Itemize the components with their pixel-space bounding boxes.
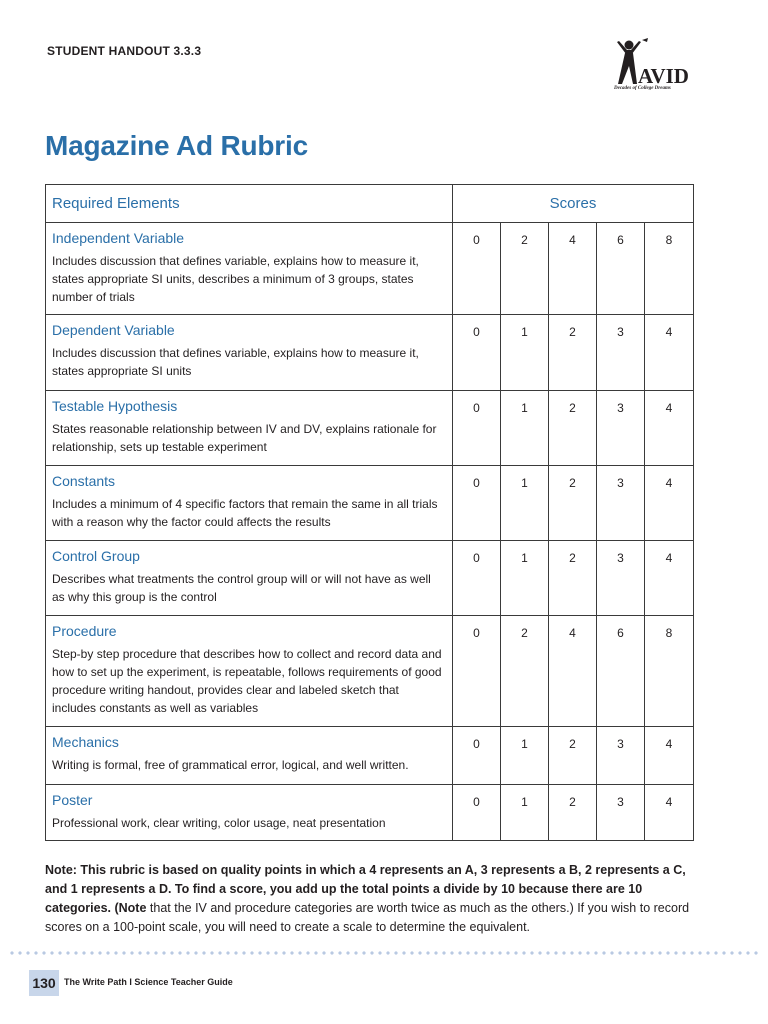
element-description: [52, 645, 446, 717]
element-description: [52, 814, 446, 832]
element-name: Testable Hypothesis: [52, 398, 178, 414]
score-cell: 2: [501, 616, 549, 727]
rubric-row: [46, 785, 694, 841]
rubric-header-row: [46, 185, 694, 223]
score-cell: 4: [645, 466, 694, 541]
description-segment: Includes a minimum of 4 specific factors that remain the same in all trials with a reason why the factor could affects the results: [52, 497, 438, 529]
element-cell: [46, 727, 453, 785]
score-cell: 1: [501, 785, 549, 841]
description-segment: Includes discussion that defines variable, explains how to measure it, states appropriate SI units: [52, 346, 419, 378]
score-cell: 1: [501, 391, 549, 466]
score-cell: 2: [549, 391, 597, 466]
element-description: [52, 495, 446, 531]
page-number: 130: [29, 970, 59, 996]
note-bold-text: This rubric is based on quality points in which a 4 represents an A, 3 represents a B, 2 represents a C, and 1 represents a D. To find a score, you add up the total points a divide by 10 because there are 10 categories. (Note: [45, 863, 686, 915]
score-cell: 4: [645, 315, 694, 391]
element-name: Dependent Variable: [52, 322, 175, 338]
score-cell: 0: [453, 616, 501, 727]
score-cell: 3: [597, 727, 645, 785]
score-cell: 0: [453, 541, 501, 616]
description-segment: Professional work, clear writing, color usage, neat presentation: [52, 816, 386, 830]
score-cell: 6: [597, 223, 645, 315]
score-cell: 4: [645, 785, 694, 841]
note-label: Note:: [45, 863, 77, 877]
element-description: [52, 420, 446, 456]
element-cell: [46, 616, 453, 727]
rubric-row: [46, 315, 694, 391]
handout-label: STUDENT HANDOUT 3.3.3: [47, 44, 202, 58]
guide-title: The Write Path I Science Teacher Guide: [64, 977, 233, 987]
score-cell: 4: [549, 616, 597, 727]
description-segment: States reasonable relationship between IV and DV, explains rationale for relationship, sets up testable experiment: [52, 422, 437, 454]
score-cell: 2: [549, 315, 597, 391]
score-cell: 0: [453, 466, 501, 541]
score-cell: 6: [597, 616, 645, 727]
rubric-row: [46, 466, 694, 541]
score-cell: 4: [549, 223, 597, 315]
score-cell: 2: [501, 223, 549, 315]
score-cell: 4: [645, 541, 694, 616]
rubric-table: [45, 184, 694, 841]
score-cell: 0: [453, 391, 501, 466]
element-description: [52, 252, 446, 306]
element-cell: [46, 541, 453, 616]
score-cell: 3: [597, 315, 645, 391]
score-cell: 2: [549, 466, 597, 541]
score-cell: 1: [501, 466, 549, 541]
score-cell: 4: [645, 391, 694, 466]
description-segment: Describes what treatments the control group will or will not have as well as why this group is the control: [52, 572, 431, 604]
element-name: Poster: [52, 792, 93, 808]
dotted-divider: [8, 951, 760, 955]
score-cell: 2: [549, 785, 597, 841]
required-elements-header: Required Elements: [46, 185, 453, 223]
rubric-note: [45, 861, 695, 937]
score-cell: 3: [597, 466, 645, 541]
element-cell: [46, 223, 453, 315]
description-segment: Includes discussion that defines variable, explains how to measure it, states appropriate SI units, describes a minimum of 3 groups, states number of trials: [52, 254, 419, 304]
rubric-row: [46, 223, 694, 315]
element-description: [52, 570, 446, 606]
score-cell: 2: [549, 541, 597, 616]
score-cell: 8: [645, 223, 694, 315]
element-cell: [46, 785, 453, 841]
description-segment: Writing is formal, free of grammatical error, logical, and well written.: [52, 758, 409, 772]
element-cell: [46, 315, 453, 391]
element-cell: [46, 391, 453, 466]
element-cell: [46, 466, 453, 541]
element-name: Mechanics: [52, 734, 119, 750]
score-cell: 1: [501, 315, 549, 391]
score-cell: 4: [645, 727, 694, 785]
element-description: [52, 344, 446, 380]
element-name: Control Group: [52, 548, 140, 564]
score-cell: 0: [453, 223, 501, 315]
score-cell: 0: [453, 315, 501, 391]
page-title: Magazine Ad Rubric: [45, 130, 308, 161]
rubric-row: [46, 391, 694, 466]
score-cell: 3: [597, 541, 645, 616]
element-name: Procedure: [52, 623, 117, 639]
score-cell: 0: [453, 727, 501, 785]
note-text: that the IV and procedure categories are worth twice as much as the others.) If you wish to record scores on a 100-point scale, you will need to create a scale to determine the equivalent.: [45, 901, 690, 934]
score-cell: 3: [597, 391, 645, 466]
description-segment: Step-by step procedure that describes how to collect and record data and how to set up the experiment, is repeatable, follows: [52, 647, 442, 679]
element-name: Independent Variable: [52, 230, 185, 246]
element-name: Constants: [52, 473, 116, 489]
score-cell: 1: [501, 541, 549, 616]
description-segment: requirements of good procedure writing handout, provides clear and labeled sketch that includes constants as well as variables: [52, 665, 442, 715]
score-cell: 0: [453, 785, 501, 841]
score-cell: 2: [549, 727, 597, 785]
logo-tagline: Decades of College Dreams: [614, 86, 671, 91]
rubric-row: [46, 727, 694, 785]
logo-wordmark: AVID: [638, 64, 689, 88]
rubric-row: [46, 541, 694, 616]
score-cell: 8: [645, 616, 694, 727]
scores-header: Scores: [453, 185, 694, 223]
rubric-row: [46, 616, 694, 727]
score-cell: 3: [597, 785, 645, 841]
score-cell: 1: [501, 727, 549, 785]
element-description: [52, 756, 446, 774]
